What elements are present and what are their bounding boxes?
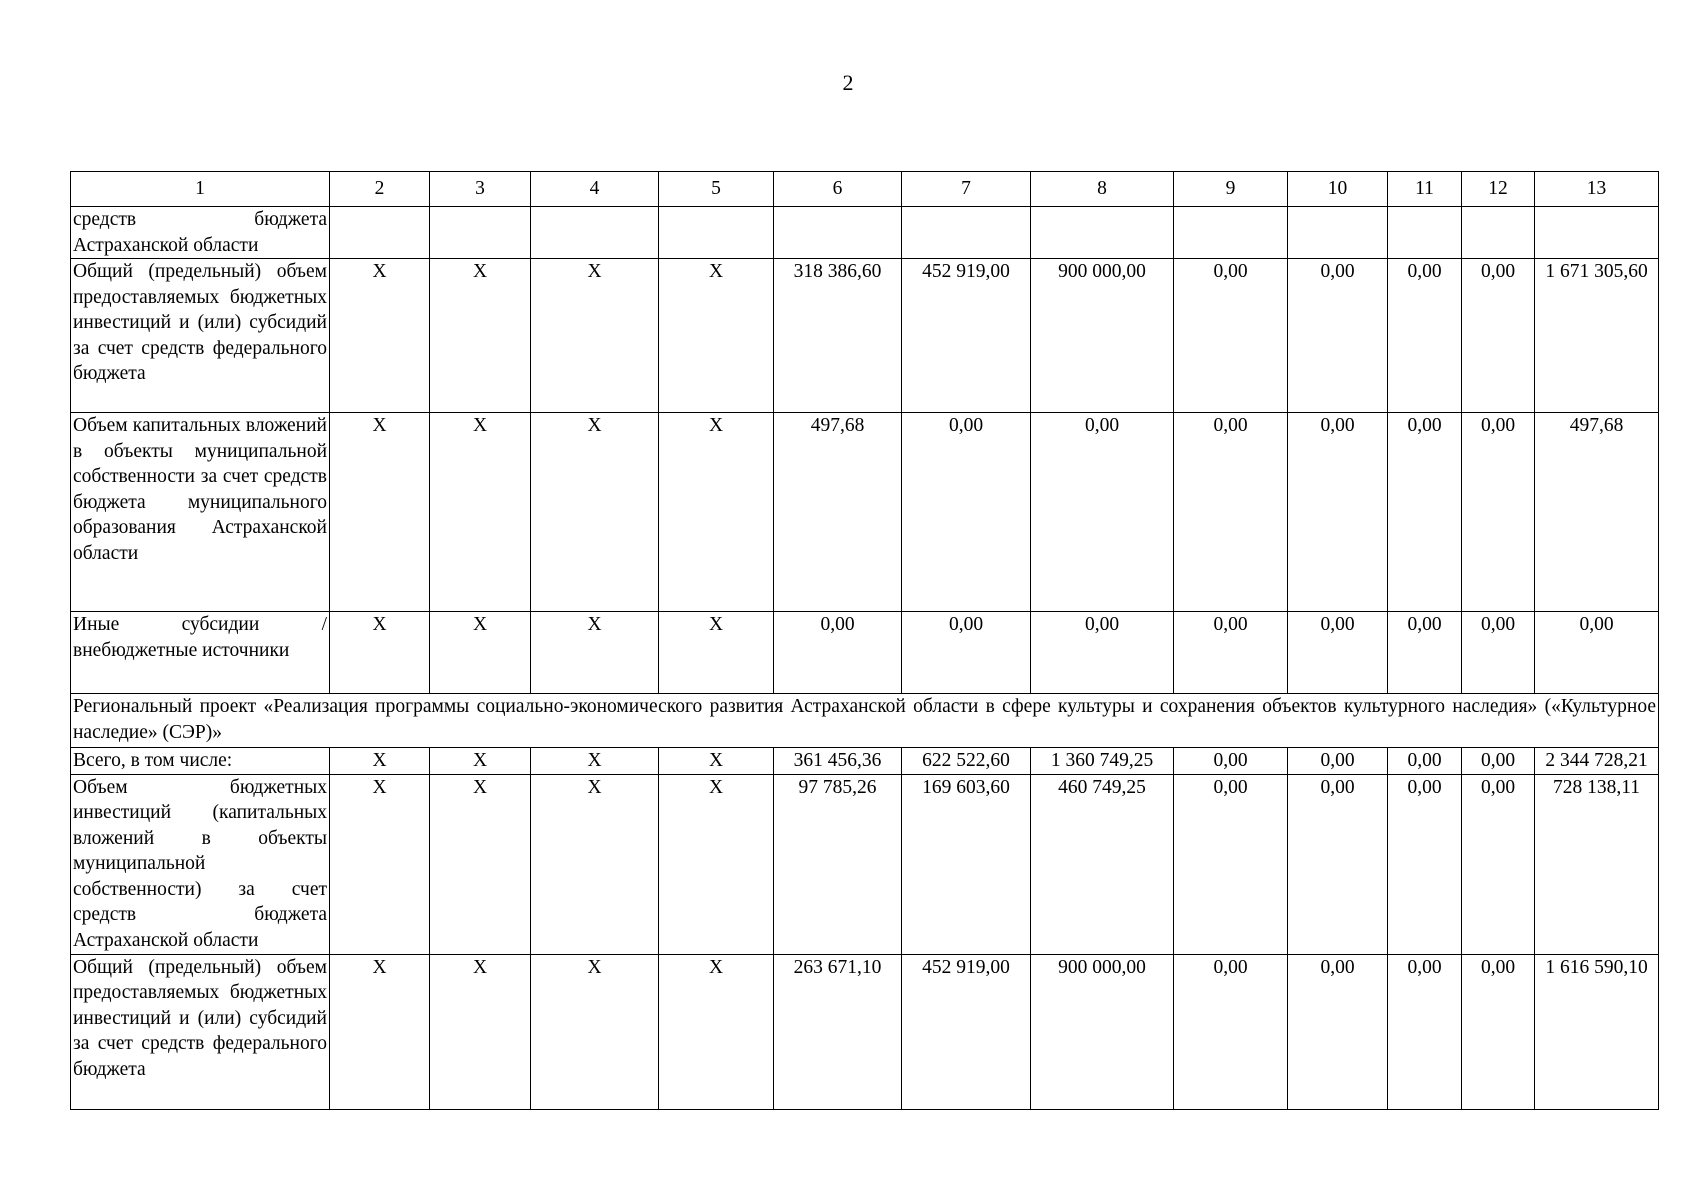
row-label: Общий (предельный) объем предоставляемых бюджетных инвестиций и (или) субсидий за счет средств федерального бюджета [71,954,330,1109]
table-cell: 0,00 [1174,774,1288,954]
table-cell: 0,00 [774,612,902,694]
column-header: 2 [330,172,430,207]
table-cell: Х [430,774,531,954]
table-cell: 0,00 [1174,748,1288,775]
column-header: 8 [1031,172,1174,207]
table-row [71,413,1659,612]
table-cell: 0,00 [1031,612,1174,694]
budget-table [70,171,1659,1110]
table-cell: 0,00 [1388,954,1462,1109]
table-cell: 1 616 590,10 [1535,954,1659,1109]
table-cell: 0,00 [1462,413,1535,612]
column-header: 10 [1288,172,1388,207]
table-cell: 0,00 [1288,774,1388,954]
project-title-row [71,694,1659,748]
table-cell: 0,00 [1031,413,1174,612]
table-row [71,954,1659,1109]
table-cell: 0,00 [1388,413,1462,612]
table-cell: Х [659,612,774,694]
table-cell: 97 785,26 [774,774,902,954]
column-header: 9 [1174,172,1288,207]
column-header: 5 [659,172,774,207]
column-header: 7 [902,172,1031,207]
table-cell [774,207,902,259]
project-title: Региональный проект «Реализация программы социально-экономического развития Астраханской области в сфере культуры и сохранения объектов культурного наследия» («Культурное наследие» (СЭР)» [71,694,1659,748]
table-cell: Х [659,259,774,413]
table-cell: 0,00 [1174,612,1288,694]
page-number: 2 [842,70,854,95]
table-cell: 497,68 [774,413,902,612]
table-cell [902,207,1031,259]
column-header: 3 [430,172,531,207]
table-cell: Х [659,954,774,1109]
table-cell: 263 671,10 [774,954,902,1109]
table-cell: Х [659,774,774,954]
table-cell [1288,207,1388,259]
table-cell: 0,00 [1288,612,1388,694]
table-cell: 1 671 305,60 [1535,259,1659,413]
row-label: Объем бюджетных инвестиций (капитальных вложений в объекты муниципальной собственности) за счет средств бюджета Астраханской области [71,774,330,954]
table-cell: 0,00 [1388,259,1462,413]
table-cell: Х [430,413,531,612]
table-header-row [71,172,1659,207]
table-cell: 361 456,36 [774,748,902,775]
row-label: Общий (предельный) объем предоставляемых бюджетных инвестиций и (или) субсидий за счет средств федерального бюджета [71,259,330,413]
table-cell [659,207,774,259]
table-cell: 0,00 [902,413,1031,612]
table-cell: 452 919,00 [902,954,1031,1109]
table-cell: 452 919,00 [902,259,1031,413]
column-header: 4 [531,172,659,207]
table-cell: 0,00 [1388,612,1462,694]
column-header: 11 [1388,172,1462,207]
table-cell: 2 344 728,21 [1535,748,1659,775]
table-cell: Х [531,774,659,954]
row-label: Всего, в том числе: [71,748,330,775]
column-header: 12 [1462,172,1535,207]
table-cell: Х [531,612,659,694]
table-cell: Х [430,748,531,775]
table-cell: 0,00 [1174,413,1288,612]
table-cell: 318 386,60 [774,259,902,413]
table-cell: 0,00 [1462,612,1535,694]
table-cell: Х [531,748,659,775]
table-cell: Х [531,259,659,413]
table-cell: Х [430,259,531,413]
table-cell: 900 000,00 [1031,954,1174,1109]
table-cell [1535,207,1659,259]
row-label: Объем капитальных вложений в объекты муниципальной собственности за счет средств бюджета муниципального образования Астраханской области [71,413,330,612]
table-cell: Х [330,774,430,954]
table-cell: 0,00 [1388,748,1462,775]
table-cell [1031,207,1174,259]
table-cell [330,207,430,259]
table-cell [1462,207,1535,259]
table-cell [1174,207,1288,259]
table-cell: 0,00 [1288,413,1388,612]
table-cell [1388,207,1462,259]
table-cell: 0,00 [1462,774,1535,954]
table-cell: 622 522,60 [902,748,1031,775]
table-cell: Х [531,413,659,612]
table-cell: 1 360 749,25 [1031,748,1174,775]
table-cell [430,207,531,259]
column-header: 13 [1535,172,1659,207]
table-row [71,774,1659,954]
table-cell: Х [531,954,659,1109]
table-cell: 0,00 [1462,954,1535,1109]
table-cell: 497,68 [1535,413,1659,612]
table-cell: Х [330,612,430,694]
table-cell [531,207,659,259]
table-cell: 728 138,11 [1535,774,1659,954]
table-cell: Х [330,954,430,1109]
column-header: 6 [774,172,902,207]
table-cell: Х [659,748,774,775]
row-label: Иные субсидии / внебюджетные источники [71,612,330,694]
table-cell: 0,00 [1462,259,1535,413]
column-header: 1 [71,172,330,207]
table-cell: 0,00 [1535,612,1659,694]
table-row [71,207,1659,259]
table-row [71,748,1659,775]
table-cell: 460 749,25 [1031,774,1174,954]
row-label: средств бюджета Астраханской области [71,207,330,259]
table-cell: 169 603,60 [902,774,1031,954]
table-cell: Х [659,413,774,612]
table-cell: 0,00 [1288,259,1388,413]
table-cell: 0,00 [1388,774,1462,954]
table-cell: 0,00 [1288,954,1388,1109]
table-cell: Х [430,954,531,1109]
table-cell: 0,00 [1174,954,1288,1109]
table-cell: 0,00 [902,612,1031,694]
table-cell: 0,00 [1288,748,1388,775]
table-cell: Х [430,612,531,694]
table-cell: Х [330,748,430,775]
table-cell: 0,00 [1462,748,1535,775]
table-cell: Х [330,413,430,612]
table-row [71,612,1659,694]
table-row [71,259,1659,413]
table-cell: 900 000,00 [1031,259,1174,413]
table-cell: Х [330,259,430,413]
table-cell: 0,00 [1174,259,1288,413]
